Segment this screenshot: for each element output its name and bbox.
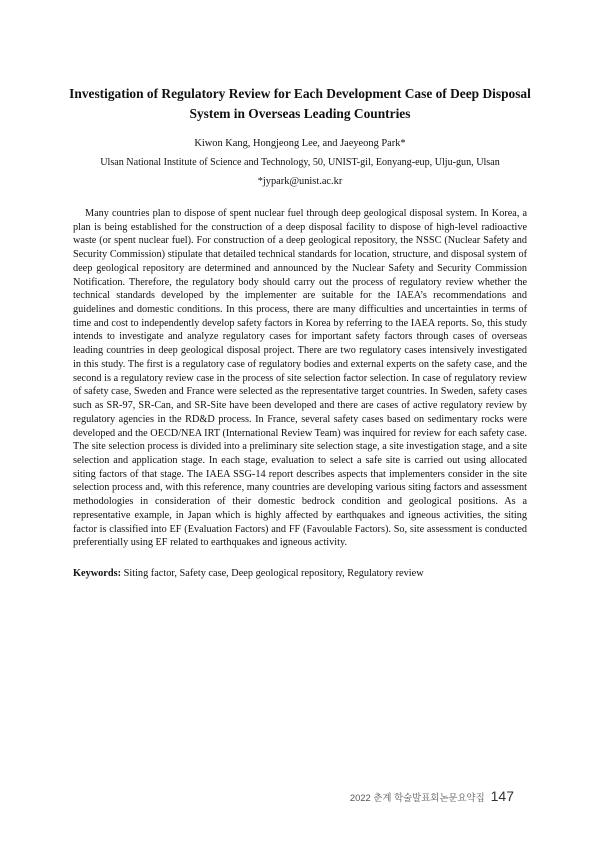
keywords-line: [73, 567, 527, 581]
page-footer: [350, 788, 514, 804]
journal-name: 2022 춘계 학술발표회논문요약집: [349, 792, 485, 803]
abstract-paragraph: Many countries plan to dispose of spent nuclear fuel through deep geological disposal system. In Korea, a plan is being established for the construction of a deep disposal facility to dispose of high-level radioactive waste (or spent nuclear fuel). For construction of a deep geological repository, the NSSC (Nuclear Safety and Security Commission) stipulate that detailed technical standards for location, structure, and disposal system of deep geological repository are determined and announced by the Nuclear Safety and Security Commission Notification. Therefore, the regulatory body should carry out the process of regulatory review whether the technical standards developed by the implementer are suitable for the IAEA’s recommendations and guidelines and domestic conditions. In this process, there are many difficulties and uncertainties in terms of time and cost to independently develop safety factors in Korea by referring to the IAEA reports. So, this study intends to investigate and analyze regulatory cases for important safety factors through cases of overseas leading countries in deep geological disposal project. There are two regulatory cases intensively investigated in this study. The first is a regulatory case of regulatory bodies and external experts on the safety case, and the second is a regulatory review case in the process of site selection factor selection. In case of regulatory review of safety case, Sweden and France were selected as the representative target countries. In Sweden, safety cases such as SR-97, SR-Can, and SR-Site have been developed and there are cases of active regulatory review by regulatory agencies in the RD&D process. In France, several safety cases based on sedimentary rocks were developed and the OECD/NEA IRT (International Review Team) was inquired for review for each safety case. The site selection process is divided into a preliminary site selection stage, a site investigation stage, and a site selection and application stage. In each stage, evaluation to select a safe site is carried out using allocated siting factors of that stage. The IAEA SSG-14 report describes aspects that implementers consider in the site selection process and, with this reference, many countries are developing various siting factors and assessment methodologies in consideration of their domestic bedrock condition and geological positions. As a representative example, in Japan which is highly affected by earthquakes and igneous activities, the siting factor is classified into EF (Evaluation Factors) and FF (Favoulable Factors). So, site assessment is conducted preferentially using EF related to earthquakes and igneous activity.: [73, 208, 527, 549]
page-number: 147: [490, 788, 514, 804]
keywords-text: Siting factor, Safety case, Deep geological repository, Regulatory review: [123, 568, 424, 579]
affiliation: Ulsan National Institute of Science and Technology, 50, UNIST-gil, Eonyang-eup, Ulju-gun, Ulsan: [100, 157, 500, 168]
corresponding-email: *jypark@unist.ac.kr: [257, 176, 343, 187]
paper-title: Investigation of Regulatory Review for Each Development Case of Deep Disposal System in Overseas Leading Countries: [69, 86, 531, 121]
keywords-label: Keywords:: [73, 568, 122, 579]
author-list: Kiwon Kang, Hongjeong Lee, and Jaeyeong Park*: [194, 138, 406, 149]
